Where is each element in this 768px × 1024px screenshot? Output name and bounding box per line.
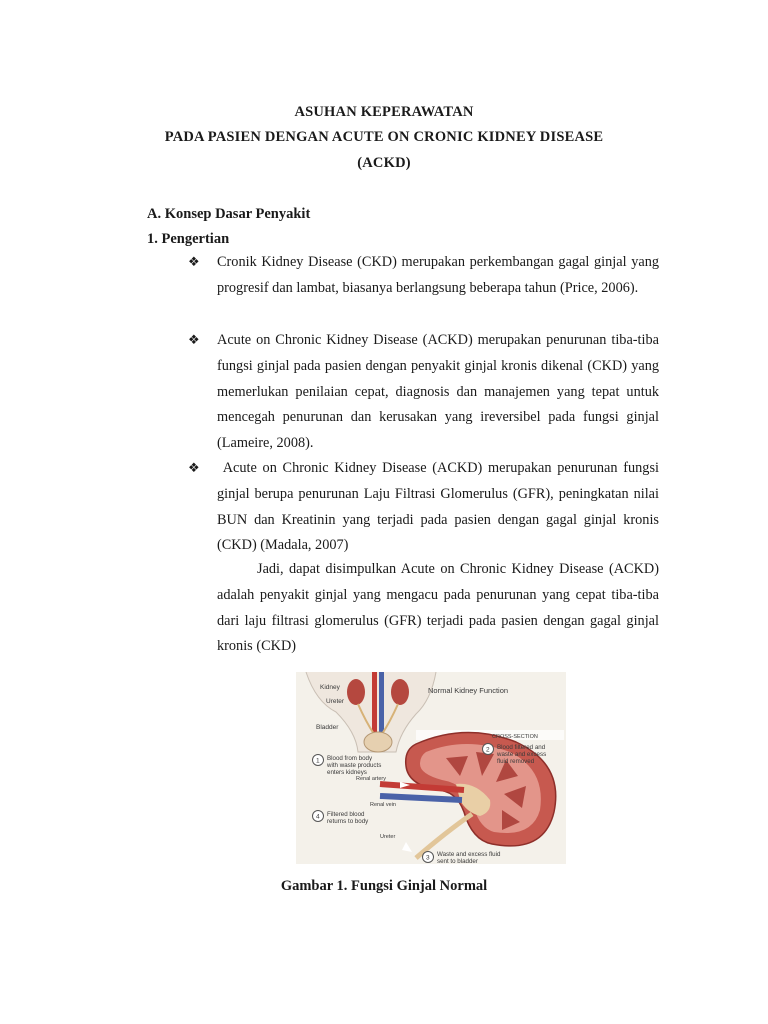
kidney-function-figure	[296, 672, 566, 864]
bullet-paragraph-3: Acute on Chronic Kidney Disease (ACKD) merupakan penurunan fungsi ginjal berupa penurunan Laju Filtrasi Glomerulus (GFR), peningkatan nilai BUN dan Kreatinin yang terjadi pada pasien dengan gagal ginjal kronis (CKD) (Madala, 2007)	[217, 460, 663, 554]
step-2-line-1: Blood filtered and	[497, 744, 546, 751]
label-bladder: Bladder	[316, 724, 339, 731]
conclusion-paragraph: Jadi, dapat disimpulkan Acute on Chronic Kidney Disease (ACKD) adalah penyakit ginjal yang mengacu pada penurunan yang cepat tiba-tiba dari laju filtrasi glomerulus (GFR) terjadi pada pasien dengan gagal ginjal kronis (CKD)	[217, 561, 667, 655]
step-2-number: 2	[486, 746, 490, 754]
document-title-line-3: (ACKD)	[357, 155, 411, 171]
bullet-icon: ❖	[188, 461, 200, 476]
bullet-paragraph-2: Acute on Chronic Kidney Disease (ACKD) merupakan penurunan tiba-tiba fungsi ginjal pada pasien dengan penyakit ginjal kronis dikenal (CKD) yang memerlukan penilaian cepat, diagnosis dan manajemen yang tepat untuk mencegah penurunan dan kerusakan yang ireversibel pada fungsi ginjal (Lameire, 2008).	[217, 332, 659, 452]
step-3-line-2: sent to bladder	[437, 858, 478, 864]
section-heading: A. Konsep Dasar Penyakit	[147, 206, 311, 222]
label-normal-kidney-function: Normal Kidney Function	[428, 686, 509, 695]
label-ureter: Ureter	[326, 698, 345, 705]
figure-caption: Gambar 1. Fungsi Ginjal Normal	[280, 878, 488, 894]
label-ureter-lower: Ureter	[380, 834, 396, 840]
step-1-line-3: enters kidneys	[327, 769, 367, 776]
document-title-line-1: ASUHAN KEPERAWATAN	[294, 104, 474, 120]
document-title-line-2: PADA PASIEN DENGAN ACUTE ON CRONIC KIDNEY DISEASE	[164, 129, 604, 145]
kidney-diagram-illustration	[296, 672, 566, 864]
step-3-number: 3	[426, 854, 430, 862]
step-4-line-1: Filtered blood	[327, 811, 365, 818]
step-3-line-1: Waste and excess fluid	[437, 851, 501, 858]
step-1-number: 1	[316, 757, 320, 765]
step-4-number: 4	[316, 813, 320, 821]
label-kidney: Kidney	[320, 684, 340, 691]
bullet-icon: ❖	[188, 255, 200, 270]
subsection-heading: 1. Pengertian	[147, 231, 230, 247]
step-4-line-2: returns to body	[327, 818, 369, 825]
step-2-line-2: waste and excess	[497, 751, 547, 758]
bullet-paragraph-1: Cronik Kidney Disease (CKD) merupakan perkembangan gagal ginjal yang progresif dan lambat, biasanya berlangsung beberapa tahun (Price, 2006).	[217, 254, 659, 296]
label-renal-artery: Renal artery	[356, 776, 386, 782]
label-cross-section: CROSS-SECTION	[492, 734, 538, 740]
step-1-line-2: with waste products	[327, 762, 382, 769]
label-renal-vein: Renal vein	[370, 802, 396, 808]
step-2-line-3: fluid removed	[497, 758, 535, 765]
bullet-icon: ❖	[188, 333, 200, 348]
step-1-line-1: Blood from body	[327, 755, 373, 762]
